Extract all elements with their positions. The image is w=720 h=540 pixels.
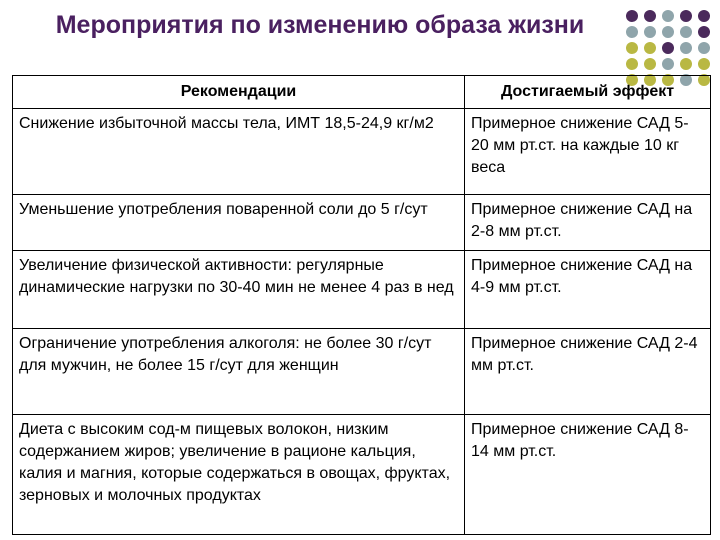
table-header-row — [13, 76, 711, 109]
decorative-dot — [680, 10, 692, 22]
table-row — [13, 415, 711, 535]
effect-cell: Примерное снижение САД на 2-8 мм рт.ст. — [465, 195, 711, 251]
decorative-dot — [662, 42, 674, 54]
table-row — [13, 195, 711, 251]
decorative-dot — [698, 26, 710, 38]
page-title: Мероприятия по изменению образа жизни — [55, 11, 585, 39]
recommendation-cell: Уменьшение употребления поваренной соли до 5 г/сут — [13, 195, 465, 251]
recommendations-table — [12, 75, 711, 535]
decorative-dot — [698, 58, 710, 70]
decorative-dot — [680, 58, 692, 70]
decorative-dot — [680, 26, 692, 38]
decorative-dot — [644, 10, 656, 22]
decorative-dot — [626, 42, 638, 54]
table-row — [13, 329, 711, 415]
effect-cell: Примерное снижение САД 2-4 мм рт.ст. — [465, 329, 711, 415]
decorative-dot — [662, 10, 674, 22]
decorative-dot — [644, 42, 656, 54]
decorative-dot — [662, 58, 674, 70]
header-effect: Достигаемый эффект — [465, 76, 711, 109]
header-recommendations: Рекомендации — [13, 76, 465, 109]
recommendation-cell: Снижение избыточной массы тела, ИМТ 18,5-24,9 кг/м2 — [13, 109, 465, 195]
decorative-dot — [644, 58, 656, 70]
recommendation-cell: Диета с высоким сод-м пищевых волокон, низким содержанием жиров; увеличение в рационе кальция, калия и магния, которые содержаться в овощах, фруктах, зерновых и молочных продуктах — [13, 415, 465, 535]
decorative-dot — [680, 42, 692, 54]
decorative-dot — [626, 26, 638, 38]
table-row — [13, 251, 711, 329]
decorative-dot — [644, 26, 656, 38]
decorative-dot — [626, 58, 638, 70]
effect-cell: Примерное снижение САД 8-14 мм рт.ст. — [465, 415, 711, 535]
decorative-dot — [626, 10, 638, 22]
decorative-dot — [698, 10, 710, 22]
recommendation-cell: Ограничение употребления алкоголя: не более 30 г/сут для мужчин, не более 15 г/сут для женщин — [13, 329, 465, 415]
decorative-dot — [662, 26, 674, 38]
table-row — [13, 109, 711, 195]
effect-cell: Примерное снижение САД на 4-9 мм рт.ст. — [465, 251, 711, 329]
recommendation-cell: Увеличение физической активности: регулярные динамические нагрузки по 30-40 мин не менее 4 раз в нед — [13, 251, 465, 329]
effect-cell: Примерное снижение САД 5-20 мм рт.ст. на каждые 10 кг веса — [465, 109, 711, 195]
decorative-dot — [698, 42, 710, 54]
